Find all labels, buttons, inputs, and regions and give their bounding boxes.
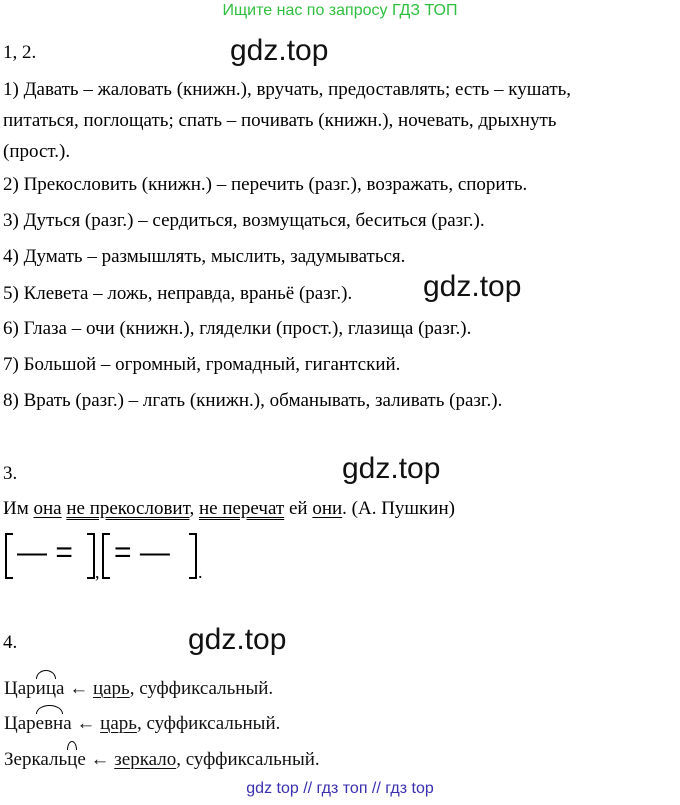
suffix-mark: иц	[35, 678, 56, 699]
bracket-left-2	[103, 534, 110, 578]
scheme-comma: ,	[95, 562, 100, 582]
text-line: питаться, поглощать; спать – почивать (книжн.), ночевать, дрыхнуть	[3, 110, 557, 131]
sentence-word: Им	[3, 498, 34, 519]
word-root-part: Цар	[4, 713, 36, 734]
watermark: gdz.top	[342, 452, 441, 485]
bracket-right-1	[87, 534, 94, 578]
arrow-glyph: ←	[85, 749, 115, 770]
text-line: 8) Врать (разг.) – лгать (книжн.), обманывать, заливать (разг.).	[3, 390, 503, 411]
suffix-mark: ц	[67, 749, 78, 770]
text-line: 3) Дуться (разг.) – сердиться, возмущаться, беситься (разг.).	[3, 210, 485, 231]
sentence-word: ,	[189, 498, 199, 519]
formation-method: , суффиксальный.	[129, 678, 274, 699]
subject-underlined: она	[33, 498, 62, 519]
morpheme-row	[4, 749, 320, 771]
scheme-period: .	[198, 562, 203, 582]
predicate-double-underlined: не перечат	[198, 498, 285, 519]
sentence-word: . (А. Пушкин)	[342, 498, 455, 519]
sentence-scheme	[3, 530, 213, 582]
text-line: 4) Думать – размышлять, мыслить, задумываться.	[3, 246, 406, 267]
arrow-glyph: ←	[71, 713, 101, 734]
watermark: gdz.top	[230, 34, 329, 67]
source-word: царь	[100, 713, 137, 734]
suffix-mark: евн	[35, 713, 64, 734]
section-number-1-2: 1, 2.	[3, 42, 37, 63]
predicate-double-underlined: не прекословит	[66, 498, 190, 519]
watermark: gdz.top	[423, 270, 522, 303]
source-word: зеркало	[114, 749, 177, 770]
word-ending: е	[77, 749, 86, 770]
search-banner[interactable]: Ищите нас по запросу ГДЗ ТОП	[222, 2, 458, 19]
word-root-part: Цар	[4, 678, 36, 699]
text-line: 5) Клевета – ложь, неправда, враньё (разг.).	[3, 283, 353, 304]
example-sentence	[3, 498, 455, 520]
formation-method: , суффиксальный.	[176, 749, 320, 770]
footer-links[interactable]: gdz top // гдз топ // гдз top	[246, 780, 434, 797]
section-number-3: 3.	[3, 463, 18, 484]
morpheme-row	[4, 713, 280, 735]
scheme-part-1: — =	[17, 536, 73, 569]
text-line: (прост.).	[3, 141, 71, 162]
morpheme-row	[4, 678, 273, 700]
text-line: 7) Большой – огромный, громадный, гигантский.	[3, 354, 401, 375]
word-ending: а	[56, 678, 65, 699]
bracket-right-2	[189, 534, 196, 578]
text-line: 1) Давать – жаловать (книжн.), вручать, предоставлять; есть – кушать,	[3, 79, 572, 100]
scheme-part-2: = —	[114, 536, 170, 569]
word-root-part: Зеркаль	[4, 749, 68, 770]
watermark: gdz.top	[188, 623, 287, 656]
text-line: 2) Прекословить (книжн.) – перечить (разг.), возражать, спорить.	[3, 174, 528, 195]
section-number-4: 4.	[3, 632, 18, 653]
source-word: царь	[92, 678, 130, 699]
bracket-left-1	[6, 534, 13, 578]
arrow-glyph: ←	[64, 678, 93, 699]
text-line: 6) Глаза – очи (книжн.), гляделки (прост.), глазища (разг.).	[3, 318, 472, 339]
sentence-word: ей	[284, 498, 313, 519]
subject-underlined: они	[312, 498, 343, 519]
word-ending: а	[63, 713, 72, 734]
formation-method: , суффиксальный.	[136, 713, 281, 734]
